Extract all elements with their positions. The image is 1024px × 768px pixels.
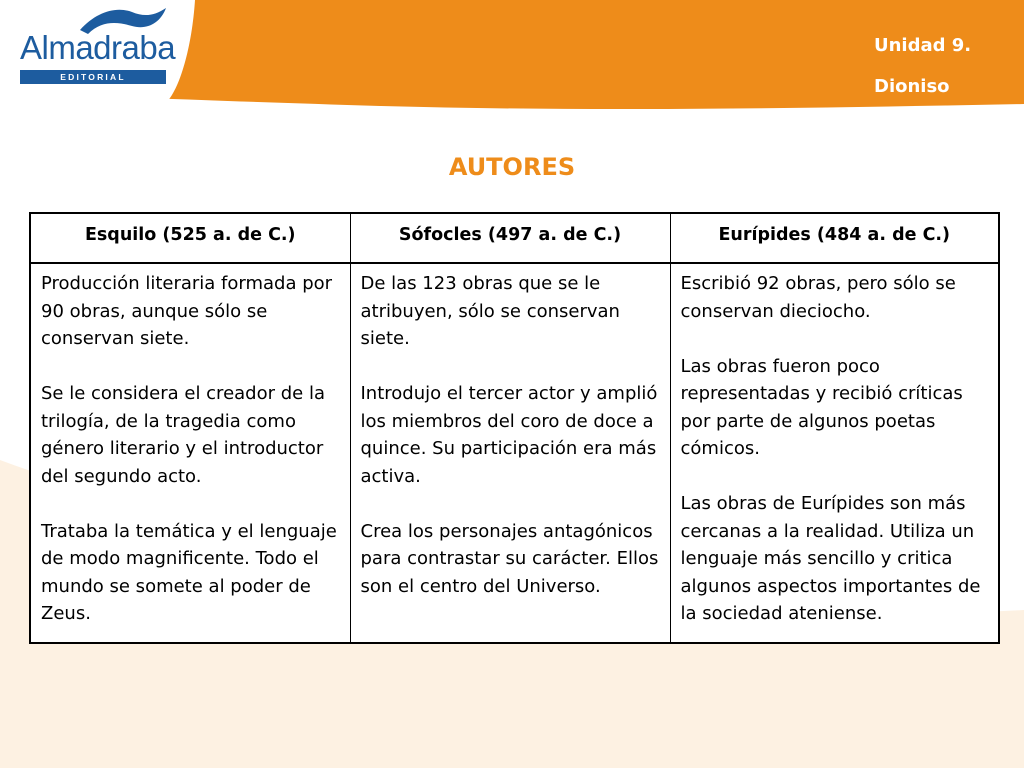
sofocles-paragraph: Introdujo el tercer actor y amplió los miembros del coro de doce a quince. Su participación era más activa. [360,383,658,487]
cell-sofocles [350,263,670,643]
esquilo-paragraph: Producción literaria formada por 90 obras, aunque sólo se conservan siete. [41,273,333,349]
cell-esquilo [30,263,350,643]
euripides-paragraph: Las obras de Eurípides son más cercanas a la realidad. Utiliza un lenguaje más sencillo y critica algunos aspectos importantes de la sociedad ateniense. [680,493,981,624]
logo-text: Almadraba [20,29,176,66]
page-title: AUTORES [448,153,576,181]
esquilo-paragraph: Trataba la temática y el lenguaje de modo magnificente. Todo el mundo se somete al poder de Zeus. [41,520,337,624]
sofocles-paragraph: De las 123 obras que se le atribuyen, sólo se conservan siete. [360,273,620,349]
authors-table [29,212,1000,644]
euripides-paragraph: Escribió 92 obras, pero sólo se conservan dieciocho. [680,273,956,322]
unit-title: Unidad 9. [874,35,972,56]
esquilo-paragraph: Se le considera el creador de la trilogía, de la tragedia como género literario y el introductor del segundo acto. [41,383,325,487]
sofocles-paragraph: Crea los personajes antagónicos para contrastar su carácter. Ellos son el centro del Universo. [360,520,659,597]
column-header-euripides: Eurípides (484 a. de C.) [670,213,999,263]
column-header-sofocles: Sófocles (497 a. de C.) [350,213,670,263]
cell-euripides [670,263,999,643]
table-header-row [30,213,999,263]
logo-subtext: EDITORIAL [20,70,166,84]
column-header-esquilo: Esquilo (525 a. de C.) [30,213,350,263]
publisher-logo [20,6,176,82]
unit-subtitle: Dioniso [874,76,950,97]
table-row [30,263,999,643]
euripides-paragraph: Las obras fueron poco representadas y recibió críticas por parte de algunos poetas cómicos. [680,355,963,459]
